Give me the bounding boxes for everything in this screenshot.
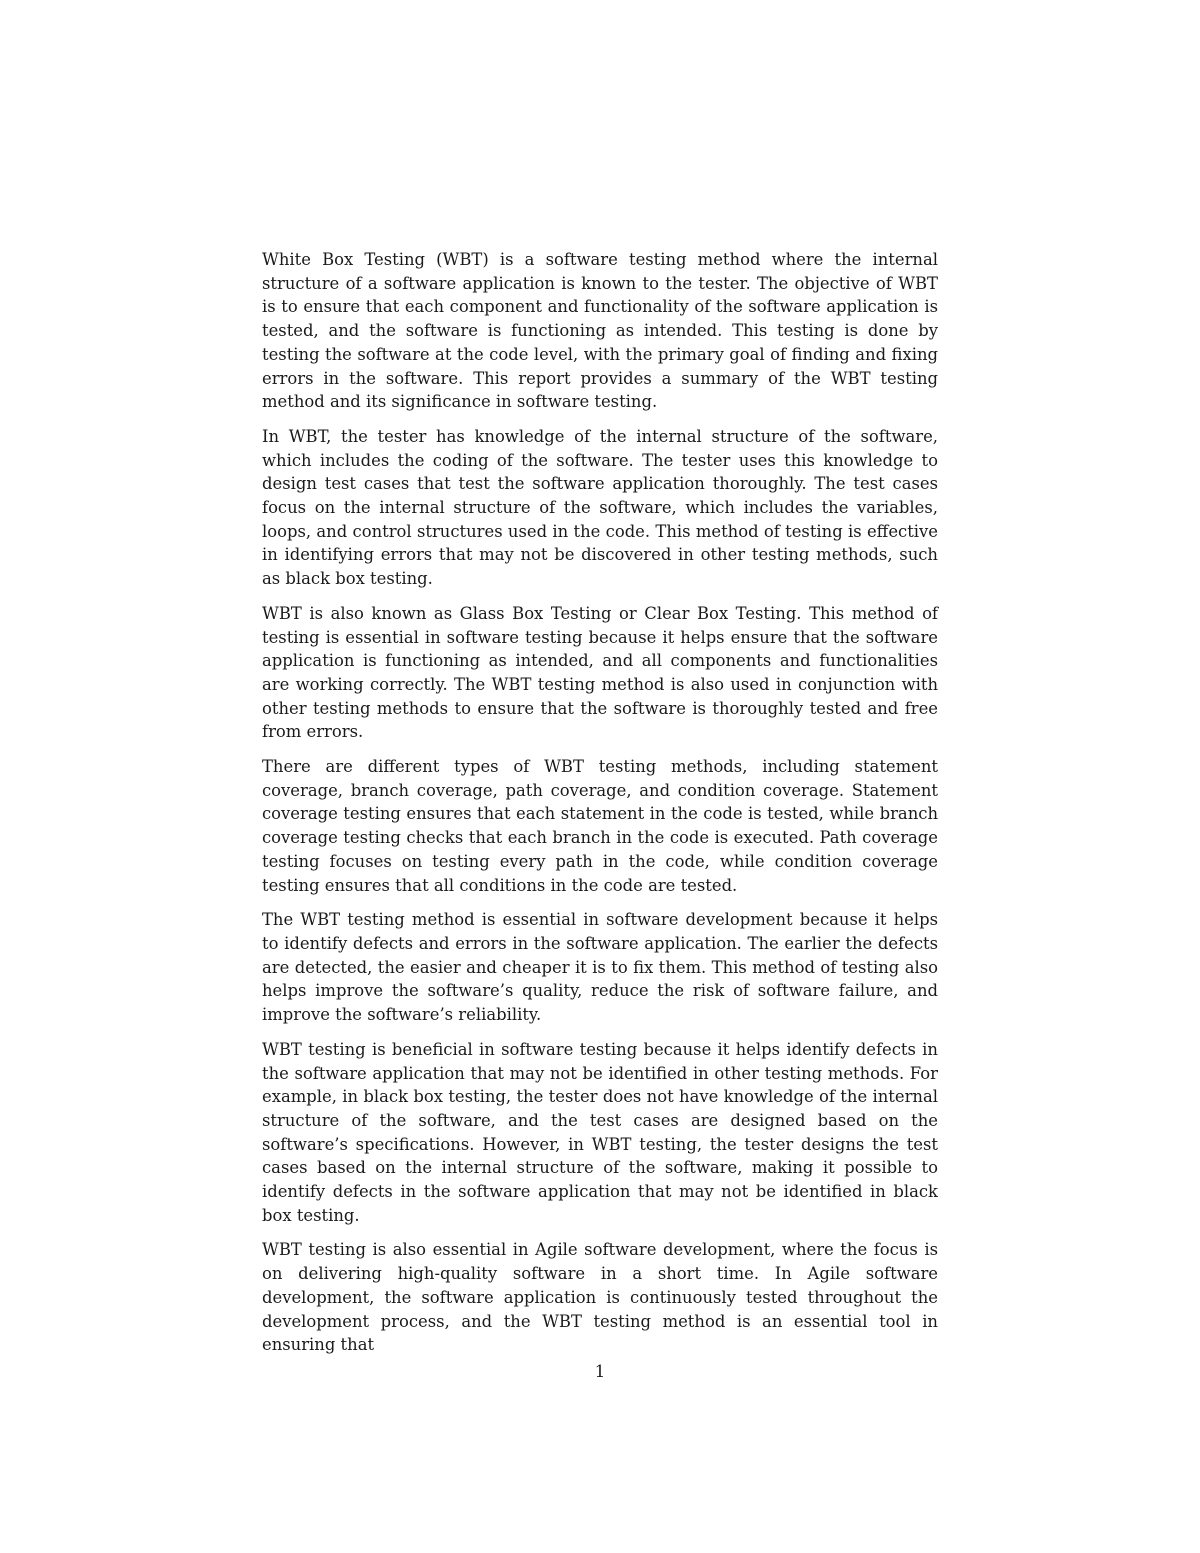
paragraph-agile: WBT testing is also essential in Agile software development, where the focus is on delivering high-quality software in a short time. In Agile software development, the software application is continuously tested throughout the development process, and the WBT testing method is an essential tool in ensuring that [262,1240,938,1355]
paragraph-benefits: WBT testing is beneficial in software testing because it helps identify defects in the software application that may not be identified in other testing methods. For example, in black box testing, the tester does not have knowledge of the internal structure of the software, and the test cases are designed based on the software’s specifications. However, in WBT testing, the tester designs the test cases based on the internal structure of the software, making it possible to identify defects in the software application that may not be identified in black box testing. [262,1039,938,1225]
paragraph-development: The WBT testing method is essential in software development because it helps to identify defects and errors in the software application. The earlier the defects are detected, the easier and cheaper it is to fix them. This method of testing also helps improve the software’s quality, reduce the risk of software failure, and improve the software’s reliability. [262,910,938,1025]
paragraph-intro: White Box Testing (WBT) is a software testing method where the internal structure of a software application is known to the tester. The objective of WBT is to ensure that each component and functionality of the software application is tested, and the software is functioning as intended. This testing is done by testing the software at the code level, with the primary goal of finding and fixing errors in the software. This report provides a summary of the WBT testing method and its significance in software testing. [262,250,938,412]
paragraph-types: There are different types of WBT testing methods, including statement coverage, branch coverage, path coverage, and condition coverage. Statement coverage testing ensures that each statement in the code is tested, while branch coverage testing checks that each branch in the code is executed. Path coverage testing focuses on testing every path in the code, while condition coverage testing ensures that all conditions in the code are tested. [262,757,938,895]
paragraph-glass-box: WBT is also known as Glass Box Testing or Clear Box Testing. This method of testing is essential in software testing because it helps ensure that the software application is functioning as intended, and all components and functionalities are working correctly. The WBT testing method is also used in conjunction with other testing methods to ensure that the software is thoroughly tested and free from errors. [262,603,938,742]
body-text [262,248,938,1368]
paragraph-internal-structure: In WBT, the tester has knowledge of the internal structure of the software, which includes the coding of the software. The tester uses this knowledge to design test cases that test the software application thoroughly. The test cases focus on the internal structure of the software, which includes the variables, loops, and control structures used in the code. This method of testing is effective in identifying errors that may not be discovered in other testing methods, such as black box testing. [262,426,938,589]
page-number: 1 [594,1362,606,1381]
